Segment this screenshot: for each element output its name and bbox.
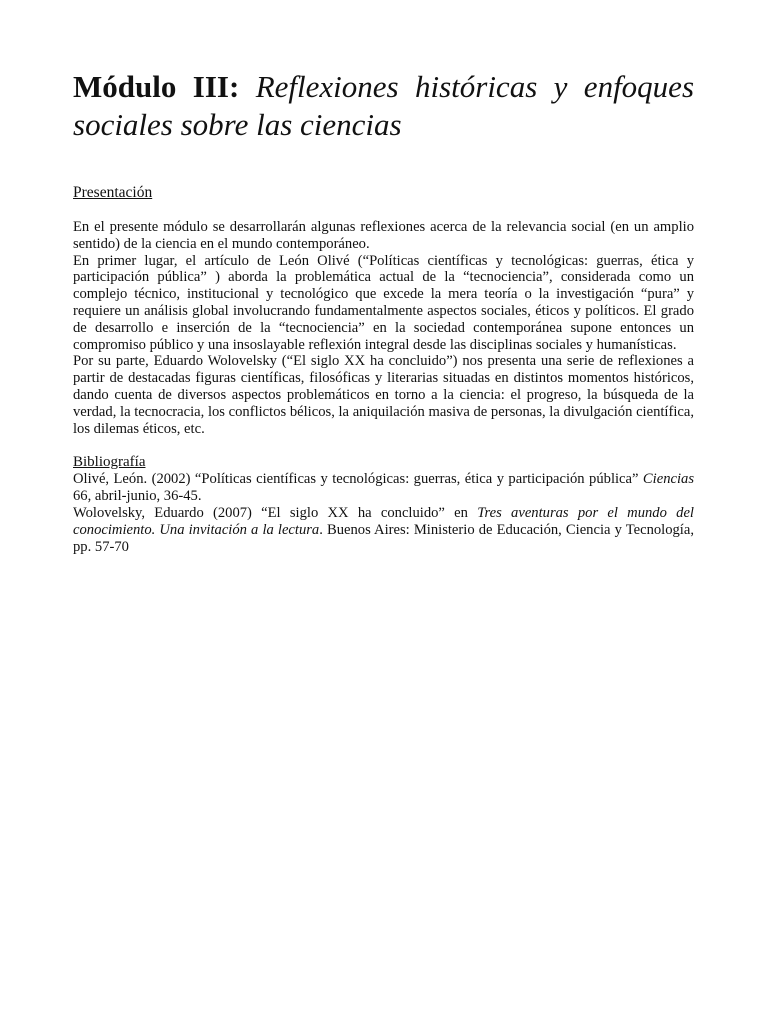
bibliography-heading: Bibliografía: [73, 454, 146, 471]
bibliography-entry-olive: [73, 471, 694, 505]
presentation-paragraph-3: Por su parte, Eduardo Wolovelsky (“El siglo XX ha concluido”) nos presenta una serie de reflexiones a partir de destacadas figuras científicas, filosóficas y literarias situadas en distintos momentos históricos, dando cuenta de diversos aspectos problemáticos en torno a la ciencia: el progreso, la búsqueda de la verdad, la tecnocracia, los conflictos bélicos, la aniquilación masiva de personas, la divulgación científica, los dilemas éticos, etc.: [73, 353, 694, 437]
module-subtitle: Reflexiones históricas y enfoques sociales sobre las ciencias: [73, 69, 695, 142]
module-number: Módulo III:: [73, 69, 240, 104]
entry-olive-text: Olivé, León. (2002) “Políticas científicas y tecnológicas: guerras, ética y participación pública”: [73, 471, 643, 488]
presentation-paragraph-1: En el presente módulo se desarrollarán algunas reflexiones acerca de la relevancia social (en un amplio sentido) de la ciencia en el mundo contemporáneo.: [73, 219, 694, 252]
entry-wolovelsky-book: Tres aventuras por el mundo del conocimiento. Una invitación a la lectura: [73, 504, 694, 538]
bibliography-entry-wolovelsky: [73, 505, 694, 555]
entry-wolovelsky-text: Wolovelsky, Eduardo (2007) “El siglo XX ha concluido” en: [73, 504, 478, 521]
presentation-heading: Presentación: [73, 184, 153, 201]
document-page: [73, 68, 694, 555]
presentation-paragraph-2: En primer lugar, el artículo de León Olivé (“Políticas científicas y tecnológicas: guerras, ética y participación pública” ) aborda la problemática actual de la “tecnociencia”, considerada como un complejo técnico, institucional y tecnológico que excede la mera teoría o la investigación “pura” y requiere un análisis global involucrando fundamentalmente aspectos sociales, éticos y políticos. El grado de desarrollo e inserción de la “tecnociencia” en la sociedad contemporánea supone entonces un compromiso público y una insoslayable reflexión integral desde las disciplinas sociales y humanísticas.: [73, 252, 694, 353]
entry-wolovelsky-details: . Buenos Aires: Ministerio de Educación, Ciencia y Tecnología, pp. 57-70: [73, 521, 694, 555]
entry-olive-details: 66, abril-junio, 36-45.: [73, 488, 202, 505]
module-title: [73, 68, 694, 144]
entry-olive-journal: Ciencias: [642, 471, 694, 488]
